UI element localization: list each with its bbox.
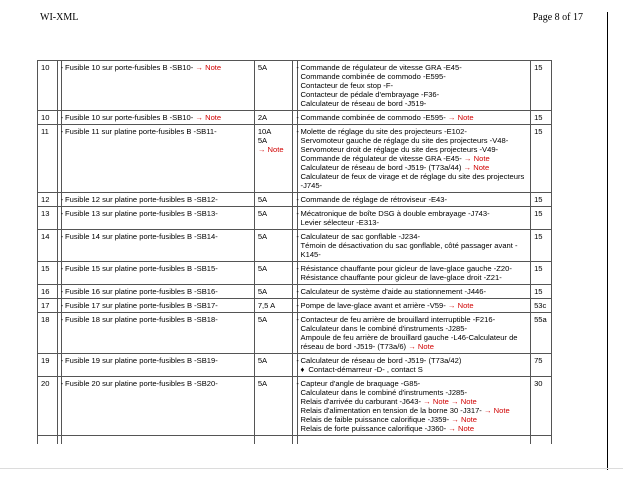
separator-dash: - [293,230,297,262]
fuse-number: 10 [38,61,58,111]
component-text: Relais d'arrivée du carburant -J643- [300,397,422,406]
components-list [297,285,531,299]
diamond-bullet-icon: ♦ [300,365,305,374]
component-text: Contacteur de pédale d'embrayage -F36- [300,90,440,99]
components-list [297,193,531,207]
component-text: Molette de réglage du site des projecteurs -E102- [300,127,467,136]
separator-dash: - [293,111,297,125]
connector-slot: 15 [531,285,552,299]
component-item [301,72,529,81]
component-item [301,424,529,433]
note-link[interactable]: → Note [408,342,434,351]
connector-slot: 15 [531,207,552,230]
fuse-designation [61,61,254,111]
fuse-row [38,313,552,354]
fuse-designation [61,230,254,262]
fuse-number: 19 [38,354,58,377]
note-link[interactable]: → Note [451,415,478,424]
separator-dash: - [293,262,297,285]
empty-cell [254,436,293,444]
amperage-value: 10A [257,127,272,136]
fuse-label: Fusible 10 sur porte-fusibles B -SB10- [64,113,194,122]
note-link[interactable]: → Note [483,406,510,415]
component-item [301,127,529,136]
fuse-number: 16 [38,285,58,299]
component-text: Calculateur de réseau de bord -J519- (T73a/42) [300,356,462,365]
component-text: Commande combinée de commodo -E595- [300,113,446,122]
page-edge-rule [607,12,608,470]
fuse-designation [61,313,254,354]
component-item [301,264,529,273]
separator-dash: - [293,125,297,193]
component-item [301,379,529,388]
separator-dash: - [293,299,297,313]
fuse-designation [61,299,254,313]
connector-slot: 55a [531,313,552,354]
component-item [301,356,529,365]
separator-dash: - [57,377,61,436]
component-text: Contacteur de feu arrière de brouillard interruptible -F216- [300,315,496,324]
amperage-value: 5A [257,264,268,273]
connector-slot: 15 [531,125,552,193]
separator-dash: - [293,354,297,377]
component-item [301,315,529,324]
fuse-designation [61,125,254,193]
note-link[interactable]: → Note [195,113,222,122]
amperage [254,193,293,207]
empty-cell [61,436,254,444]
component-item [301,99,529,108]
component-item [301,163,529,172]
fuse-label: Fusible 10 sur porte-fusibles B -SB10- [64,63,194,72]
note-link[interactable]: → Note [463,154,490,163]
component-text: Calculateur de système d'aide au stationnement -J446- [300,287,487,296]
fuse-label: Fusible 16 sur platine porte-fusibles B -SB16- [64,287,218,296]
fuse-row [38,262,552,285]
component-text: Mécatronique de boîte DSG à double embrayage -J743- [300,209,490,218]
fuse-row [38,207,552,230]
fuse-number: 12 [38,193,58,207]
separator-dash: - [293,207,297,230]
component-item [301,113,529,122]
separator-dash: - [293,61,297,111]
component-item [301,81,529,90]
fuse-number: 14 [38,230,58,262]
fuse-designation [61,207,254,230]
fuse-row-continued [38,436,552,444]
fuse-label: Fusible 18 sur platine porte-fusibles B -SB18- [64,315,218,324]
separator-dash: - [57,285,61,299]
components-list [297,262,531,285]
components-list [297,61,531,111]
component-text: Levier sélecteur -E313- [300,218,380,227]
fuse-row [38,125,552,193]
fuse-table [37,60,552,444]
component-item [301,287,529,296]
amperage-value: 5A [257,195,268,204]
note-link[interactable]: → Note [423,397,449,406]
component-text: Calculateur de sac gonflable -J234- [300,232,421,241]
connector-slot: 75 [531,354,552,377]
fuse-row [38,193,552,207]
fuse-label: Fusible 14 sur platine porte-fusibles B -SB14- [64,232,218,241]
component-item [301,301,529,310]
fuse-row [38,377,552,436]
amperage-value: 5A [257,136,268,145]
component-text: Capteur d'angle de braquage -G85- [300,379,421,388]
fuse-designation [61,193,254,207]
amperage-value: 5A [257,63,268,72]
components-list [297,111,531,125]
component-text: Commande de réglage de rétroviseur -E43- [300,195,448,204]
component-text: Contact-démarreur -D- , contact S [308,365,423,374]
component-text: Résistance chauffante pour gicleur de lave-glace gauche -Z20- [300,264,512,273]
component-text: Calculateur dans le combiné d'instruments -J285- [300,324,468,333]
note-link[interactable]: → Note [447,113,474,122]
separator-dash: - [57,111,61,125]
component-text: Commande de régulateur de vitesse GRA -E45- [300,154,462,163]
component-text: Relais de faible puissance calorifique -J359- [300,415,450,424]
component-item [301,273,529,282]
component-text: Servomoteur gauche de réglage du site des projecteurs -V48- [300,136,509,145]
component-text: Calculateur de réseau de bord -J519- (T73a/44) [300,163,462,172]
fuse-designation [61,262,254,285]
amperage [254,230,293,262]
separator-dash: - [57,207,61,230]
fuse-number: 18 [38,313,58,354]
connector-slot: 30 [531,377,552,436]
note-link[interactable]: → Note [463,163,490,172]
component-item [301,388,529,397]
component-item [301,154,529,163]
fuse-number: 15 [38,262,58,285]
connector-slot: 15 [531,262,552,285]
components-list [297,313,531,354]
note-link[interactable]: → Note [195,63,222,72]
separator-dash: - [293,285,297,299]
amperage [254,262,293,285]
connector-slot: 15 [531,230,552,262]
component-text: Calculateur de réseau de bord -J519- [300,99,427,108]
fuse-number: 13 [38,207,58,230]
separator-dash: - [57,61,61,111]
amperage [254,299,293,313]
connector-slot: 15 [531,111,552,125]
page-number: Page 8 of 17 [532,12,583,23]
fuse-row [38,354,552,377]
separator-dash: - [57,313,61,354]
separator-dash: - [57,354,61,377]
amperage-value: 5A [257,356,268,365]
fuse-designation [61,354,254,377]
component-item [301,195,529,204]
amperage-value: 7,5 A [257,301,276,310]
component-text: Relais d'alimentation en tension de la borne 30 -J317- [300,406,482,415]
components-list [297,125,531,193]
component-item [301,397,529,406]
fuse-number: 10 [38,111,58,125]
component-text: Contacteur de feux stop -F- [300,81,393,90]
fuse-number: 17 [38,299,58,313]
fuse-row [38,230,552,262]
component-item [301,406,529,415]
separator-dash: - [57,262,61,285]
amperage [254,207,293,230]
fuse-label: Fusible 15 sur platine porte-fusibles B -SB15- [64,264,218,273]
component-text: Résistance chauffante pour gicleur de lave-glace droit -Z21- [300,273,502,282]
note-link[interactable]: → Note [447,301,474,310]
fuse-number: 20 [38,377,58,436]
fuse-label: Fusible 13 sur platine porte-fusibles B -SB13- [64,209,218,218]
fuse-designation [61,111,254,125]
fuse-row [38,61,552,111]
components-list [297,207,531,230]
fuse-row [38,299,552,313]
component-item [301,145,529,154]
amperage [254,313,293,354]
component-item [301,365,529,374]
component-text: Témoin de désactivation du sac gonflable, côté passager avant -K145- [300,241,518,259]
fuse-designation [61,285,254,299]
component-text: Commande combinée de commodo -E595- [300,72,446,81]
fuse-label: Fusible 20 sur platine porte-fusibles B -SB20- [64,379,218,388]
empty-cell [297,436,531,444]
fuse-number: 11 [38,125,58,193]
amperage-value: 5A [257,379,268,388]
amperage-value: 5A [257,315,268,324]
separator-dash: - [57,230,61,262]
amperage-value: 2A [257,113,268,122]
empty-cell [38,436,58,444]
component-text: Calculateur dans le combiné d'instruments -J285- [300,388,468,397]
amperage [254,125,293,193]
connector-slot: 15 [531,193,552,207]
components-list [297,230,531,262]
amperage-value: 5A [257,232,268,241]
component-item [301,415,529,424]
component-item [301,136,529,145]
fuse-label: Fusible 17 sur platine porte-fusibles B -SB17- [64,301,218,310]
component-text: Commande de régulateur de vitesse GRA -E45- [300,63,462,72]
component-text: Servomoteur droit de réglage du site des projecteurs -V49- [300,145,499,154]
amperage [254,377,293,436]
component-item [301,172,529,190]
component-item [301,324,529,333]
connector-slot: 15 [531,61,552,111]
note-link[interactable]: → Note [451,397,477,406]
amperage [254,61,293,111]
component-text: Pompe de lave-glace avant et arrière -V59- [300,301,446,310]
component-item [301,241,529,259]
fuse-row [38,285,552,299]
component-item [301,209,529,218]
components-list [297,377,531,436]
fuse-row [38,111,552,125]
separator-dash: - [57,299,61,313]
separator-dash: - [293,313,297,354]
amperage-value: 5A [257,209,268,218]
separator-dash: - [293,377,297,436]
fuse-label: Fusible 12 sur platine porte-fusibles B -SB12- [64,195,218,204]
empty-cell [531,436,552,444]
components-list [297,299,531,313]
note-link[interactable]: → Note [448,424,475,433]
fuse-designation [61,377,254,436]
header-title: WI-XML [40,12,79,23]
component-text: Ampoule de feu arrière de brouillard gauche -L46-Calculateur de réseau de bord -J519- (T73a/6) [300,333,518,351]
separator-dash: - [57,125,61,193]
fuse-label: Fusible 19 sur platine porte-fusibles B -SB19- [64,356,218,365]
component-item [301,232,529,241]
fuse-label: Fusible 11 sur platine porte-fusibles B -SB11- [64,127,217,136]
separator-dash: - [293,193,297,207]
connector-slot: 53c [531,299,552,313]
component-text: Calculateur de feux de virage et de réglage du site des projecteurs -J745- [300,172,525,190]
component-item [301,218,529,227]
separator-dash: - [57,193,61,207]
component-item [301,90,529,99]
components-list [297,354,531,377]
page-bottom-rule [0,468,623,469]
amperage-value: 5A [257,287,268,296]
note-link[interactable]: → Note [257,145,284,154]
amperage [254,285,293,299]
fuse-table-body [38,61,552,444]
component-text: Relais de forte puissance calorifique -J360- [300,424,447,433]
amperage [254,111,293,125]
amperage [254,354,293,377]
component-item [301,63,529,72]
component-item [301,333,529,351]
